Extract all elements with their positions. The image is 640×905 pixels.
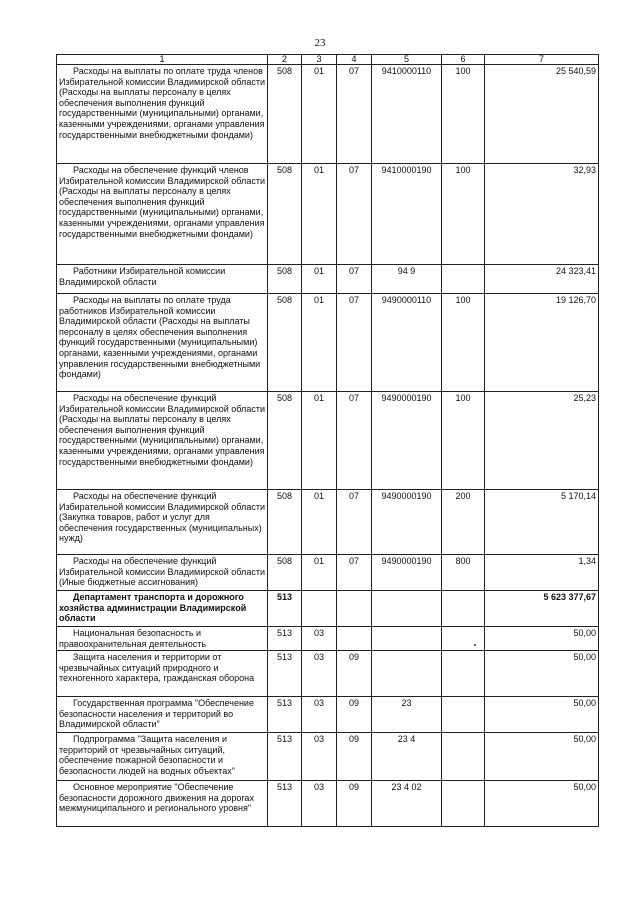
row-csr: 9490000190 bbox=[372, 555, 442, 591]
row-sum: 5 170,14 bbox=[485, 490, 599, 555]
row-ved: 508 bbox=[268, 555, 302, 591]
row-name: Расходы на обеспечение функций Избирательной комиссии Владимирской области (Расходы на выплаты персоналу в целях обеспечения выполнения функций государственными (муниципальными) органами, казенными учреждениями, органами управления государственными внебюджетными фондами) bbox=[57, 392, 268, 490]
row-pr: 09 bbox=[337, 651, 372, 697]
row-rz: 03 bbox=[302, 651, 337, 697]
row-sum: 50,00 bbox=[485, 733, 599, 781]
table-row bbox=[57, 65, 599, 164]
row-vr: 800 bbox=[442, 555, 485, 591]
row-pr bbox=[337, 591, 372, 627]
row-ved: 513 bbox=[268, 781, 302, 827]
header-col-3: 3 bbox=[302, 55, 337, 65]
row-vr: 200 bbox=[442, 490, 485, 555]
header-row bbox=[57, 55, 599, 65]
row-pr: 07 bbox=[337, 490, 372, 555]
header-col-6: 6 bbox=[442, 55, 485, 65]
row-ved: 513 bbox=[268, 697, 302, 733]
table-row bbox=[57, 555, 599, 591]
row-name: Основное мероприятие "Обеспечение безопасности дорожного движения на дорогах межмуниципального и регионального уровня" bbox=[57, 781, 268, 827]
row-sum: 50,00 bbox=[485, 697, 599, 733]
row-csr: 9410000190 bbox=[372, 164, 442, 265]
row-csr bbox=[372, 627, 442, 651]
row-pr: 07 bbox=[337, 164, 372, 265]
table-row bbox=[57, 265, 599, 294]
row-vr bbox=[442, 781, 485, 827]
row-sum: 25 540,59 bbox=[485, 65, 599, 164]
row-ved: 508 bbox=[268, 490, 302, 555]
row-vr: 100 bbox=[442, 392, 485, 490]
table-row bbox=[57, 490, 599, 555]
row-name: Расходы на выплаты по оплате труда членов Избирательной комиссии Владимирской области (Расходы на выплаты персоналу в целях обеспечения выполнения функций государственными (муниципальными) органами, казенными учреждениями, органами управления государственными внебюджетными фондами) bbox=[57, 65, 268, 164]
row-rz: 03 bbox=[302, 781, 337, 827]
table-row bbox=[57, 733, 599, 781]
row-csr: 9410000110 bbox=[372, 65, 442, 164]
row-ved: 508 bbox=[268, 164, 302, 265]
row-rz: 01 bbox=[302, 65, 337, 164]
row-pr: 09 bbox=[337, 697, 372, 733]
page-number: 23 bbox=[314, 37, 326, 49]
row-pr: 07 bbox=[337, 265, 372, 294]
header-col-4: 4 bbox=[337, 55, 372, 65]
row-name: Расходы на обеспечение функций Избирательной комиссии Владимирской области (Закупка товаров, работ и услуг для обеспечения государственных (муниципальных) нужд) bbox=[57, 490, 268, 555]
table-row bbox=[57, 651, 599, 697]
row-pr bbox=[337, 627, 372, 651]
row-vr bbox=[442, 265, 485, 294]
row-rz: 01 bbox=[302, 490, 337, 555]
row-sum: 25,23 bbox=[485, 392, 599, 490]
budget-table bbox=[56, 54, 599, 827]
row-sum: 24 323,41 bbox=[485, 265, 599, 294]
row-rz: 03 bbox=[302, 697, 337, 733]
scan-dot-mark bbox=[474, 644, 476, 646]
row-pr: 07 bbox=[337, 294, 372, 392]
row-name: Работники Избирательной комиссии Владимирской области bbox=[57, 265, 268, 294]
row-csr: 23 4 bbox=[372, 733, 442, 781]
row-ved: 513 bbox=[268, 591, 302, 627]
table-row bbox=[57, 697, 599, 733]
row-name: Государственная программа "Обеспечение безопасности населения и территорий во Владимирской области" bbox=[57, 697, 268, 733]
row-rz: 03 bbox=[302, 627, 337, 651]
row-rz: 01 bbox=[302, 294, 337, 392]
row-ved: 508 bbox=[268, 65, 302, 164]
row-csr: 9490000110 bbox=[372, 294, 442, 392]
row-vr bbox=[442, 651, 485, 697]
row-ved: 513 bbox=[268, 627, 302, 651]
row-pr: 07 bbox=[337, 65, 372, 164]
row-csr: 9490000190 bbox=[372, 490, 442, 555]
row-vr bbox=[442, 627, 485, 651]
row-sum: 50,00 bbox=[485, 781, 599, 827]
row-rz: 01 bbox=[302, 392, 337, 490]
row-rz: 01 bbox=[302, 555, 337, 591]
table-row bbox=[57, 627, 599, 651]
row-rz: 01 bbox=[302, 164, 337, 265]
row-pr: 07 bbox=[337, 555, 372, 591]
row-csr bbox=[372, 591, 442, 627]
table-row bbox=[57, 392, 599, 490]
row-name: Подпрограмма "Защита населения и территорий от чрезвычайных ситуаций, обеспечение пожарной безопасности и безопасности людей на водных объектах" bbox=[57, 733, 268, 781]
row-csr bbox=[372, 651, 442, 697]
row-vr bbox=[442, 591, 485, 627]
row-pr: 07 bbox=[337, 392, 372, 490]
row-rz bbox=[302, 591, 337, 627]
row-vr: 100 bbox=[442, 294, 485, 392]
row-name: Расходы на выплаты по оплате труда работников Избирательной комиссии Владимирской области (Расходы на выплаты персоналу в целях обеспечения выполнения функций государственными (муниципальными) органами, казенными учреждениями, органами управления государственными внебюджетными фондами) bbox=[57, 294, 268, 392]
row-sum: 50,00 bbox=[485, 651, 599, 697]
row-csr: 23 4 02 bbox=[372, 781, 442, 827]
row-vr: 100 bbox=[442, 164, 485, 265]
row-ved: 508 bbox=[268, 392, 302, 490]
row-sum: 5 623 377,67 bbox=[485, 591, 599, 627]
row-name: Расходы на обеспечение функций Избирательной комиссии Владимирской области (Иные бюджетные ассигнования) bbox=[57, 555, 268, 591]
row-sum: 50,00 bbox=[485, 627, 599, 651]
header-col-7: 7 bbox=[485, 55, 599, 65]
table-row bbox=[57, 591, 599, 627]
row-name: Национальная безопасность и правоохранительная деятельность bbox=[57, 627, 268, 651]
header-col-5: 5 bbox=[372, 55, 442, 65]
row-vr: 100 bbox=[442, 65, 485, 164]
row-name: Расходы на обеспечение функций членов Избирательной комиссии Владимирской области (Расходы на выплаты персоналу в целях обеспечения выполнения функций государственными (муниципальными) органами, казенными учреждениями, органами управления государственными внебюджетными фондами) bbox=[57, 164, 268, 265]
row-rz: 01 bbox=[302, 265, 337, 294]
row-vr bbox=[442, 697, 485, 733]
row-name: Департамент транспорта и дорожного хозяйства администрации Владимирской области bbox=[57, 591, 268, 627]
table-row bbox=[57, 294, 599, 392]
header-col-1: 1 bbox=[57, 55, 268, 65]
row-rz: 03 bbox=[302, 733, 337, 781]
row-pr: 09 bbox=[337, 733, 372, 781]
row-ved: 513 bbox=[268, 733, 302, 781]
table-row bbox=[57, 164, 599, 265]
row-name: Защита населения и территории от чрезвычайных ситуаций природного и техногенного характера, гражданская оборона bbox=[57, 651, 268, 697]
row-sum: 19 126,70 bbox=[485, 294, 599, 392]
row-csr: 9490000190 bbox=[372, 392, 442, 490]
row-ved: 508 bbox=[268, 294, 302, 392]
row-csr: 94 9 bbox=[372, 265, 442, 294]
header-col-2: 2 bbox=[268, 55, 302, 65]
table-row bbox=[57, 781, 599, 827]
row-sum: 1,34 bbox=[485, 555, 599, 591]
row-csr: 23 bbox=[372, 697, 442, 733]
row-pr: 09 bbox=[337, 781, 372, 827]
row-ved: 508 bbox=[268, 265, 302, 294]
row-ved: 513 bbox=[268, 651, 302, 697]
row-sum: 32,93 bbox=[485, 164, 599, 265]
row-vr bbox=[442, 733, 485, 781]
